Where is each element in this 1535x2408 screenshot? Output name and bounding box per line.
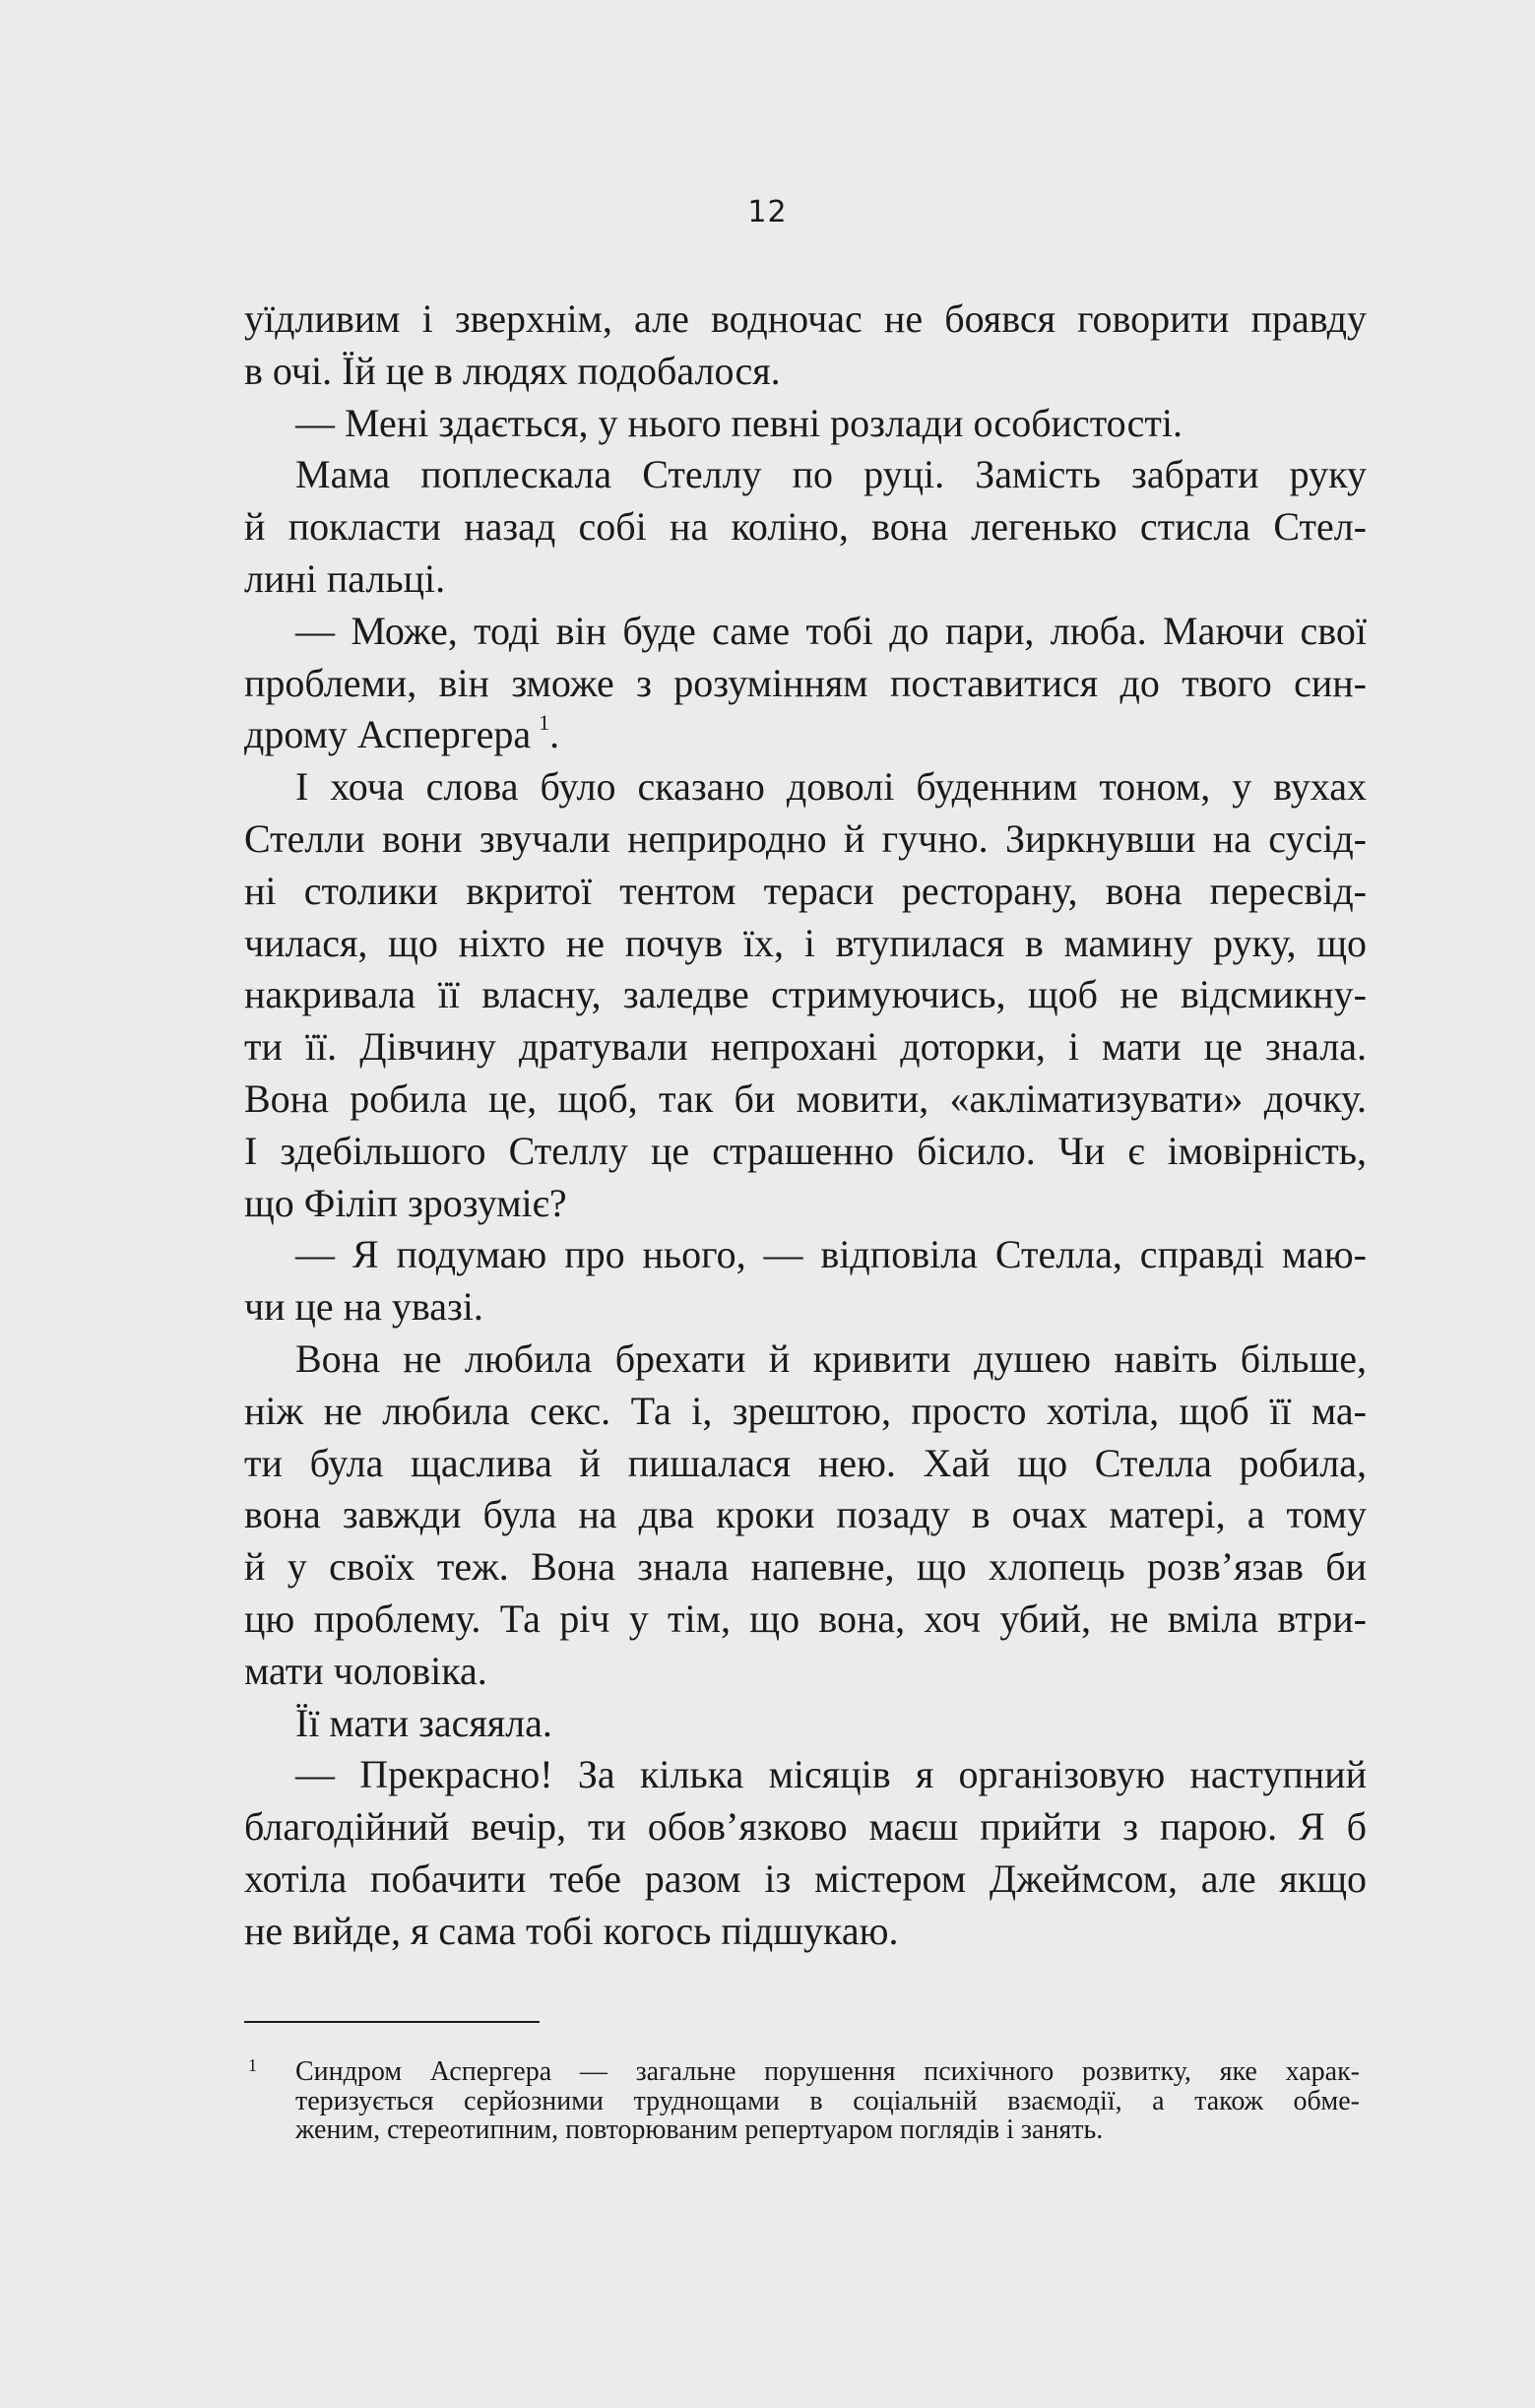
text-line xyxy=(244,398,1367,450)
text-line xyxy=(244,709,1367,761)
text-line xyxy=(244,1178,1367,1230)
text-line-content: лині пальці. xyxy=(244,555,446,601)
page-number: 12 xyxy=(747,195,788,229)
text-line-content: дрому Аспергера xyxy=(244,712,532,757)
text-line-content: Стелли вони звучали неприродно й гучно. Зиркнувши на сусід- xyxy=(244,815,1367,861)
text-line-content: вона завжди була на два кроки позаду в очах матері, а тому xyxy=(244,1492,1367,1537)
text-line xyxy=(244,1906,1367,1958)
text-line xyxy=(244,1541,1367,1594)
text-line-content: ніж не любила секс. Та і, зрештою, просто хотіла, щоб її ма- xyxy=(244,1388,1367,1433)
text-line xyxy=(244,1698,1367,1750)
footnote-reference[interactable]: 1 xyxy=(539,710,550,736)
text-line-content: хотіла побачити тебе разом із містером Джеймсом, але якщо xyxy=(244,1855,1367,1901)
text-line-content: чи це на увазі. xyxy=(244,1284,483,1330)
text-line xyxy=(244,814,1367,866)
footnote-text: Синдром Аспергера — загальне порушення психічного розвитку, яке харак- xyxy=(295,2056,1360,2087)
text-line xyxy=(244,1386,1367,1438)
text-line-content: Її мати засяяла. xyxy=(295,1700,552,1745)
body-text xyxy=(244,293,1367,1958)
text-line-content: Вона не любила брехати й кривити душею навіть більше, xyxy=(295,1335,1367,1381)
text-line xyxy=(244,918,1367,970)
text-line-content: мати чоловіка. xyxy=(244,1648,487,1693)
text-line xyxy=(244,1126,1367,1178)
text-line-content: ні столики вкритої тентом тераси ресторану, вона пересвід- xyxy=(244,868,1367,913)
text-line-content: в очі. Їй це в людях подобалося. xyxy=(244,348,781,393)
footnote-line xyxy=(244,2115,1360,2145)
text-line-content: І хоча слова було сказано доволі буденним тоном, у вухах xyxy=(295,764,1367,810)
text-line xyxy=(244,658,1367,710)
text-line xyxy=(244,1594,1367,1646)
text-line-content: ти була щаслива й пишалася нею. Хай що Стелла робила, xyxy=(244,1440,1367,1485)
text-line xyxy=(244,293,1367,346)
text-line xyxy=(244,1334,1367,1386)
text-line-content: проблеми, він зможе з розумінням поставитися до твого син- xyxy=(244,660,1367,705)
text-line xyxy=(244,1749,1367,1801)
text-line xyxy=(244,1021,1367,1074)
text-line-content: — Я подумаю про нього, — відповіла Стелла, справді маю- xyxy=(295,1232,1367,1277)
footnote-text: теризується серйозними труднощами в соціальній взаємодії, а також обме- xyxy=(295,2085,1360,2116)
text-line xyxy=(244,1854,1367,1906)
footnote-text: женим, стереотипним, повторюваним репертуаром поглядів і занять. xyxy=(295,2115,1104,2145)
text-line xyxy=(244,449,1367,501)
text-line-content: Вона робила це, щоб, так би мовити, «акліматизувати» дочку. xyxy=(244,1075,1367,1121)
footnotes xyxy=(244,2057,1360,2145)
footnote-line xyxy=(244,2087,1360,2116)
text-line xyxy=(244,1281,1367,1334)
text-line-content: не вийде, я сама тобі когось підшукаю. xyxy=(244,1908,899,1953)
text-line xyxy=(244,1646,1367,1698)
punctuation: . xyxy=(549,712,560,757)
text-line xyxy=(244,553,1367,606)
text-line xyxy=(244,1229,1367,1281)
text-line xyxy=(244,969,1367,1021)
text-line-content: й у своїх теж. Вона знала напевне, що хлопець розв’язав би xyxy=(244,1544,1367,1590)
text-line-content: що Філіп зрозуміє? xyxy=(244,1180,567,1225)
text-line-content: чилася, що ніхто не почув їх, і втупилася в мамину руку, що xyxy=(244,920,1367,965)
text-line-content: ти її. Дівчину дратували непрохані доторки, і мати це знала. xyxy=(244,1024,1367,1070)
text-line xyxy=(244,866,1367,918)
text-line-content: Мама поплескала Стеллу по руці. Замість забрати руку xyxy=(295,452,1367,497)
text-line-content: — Мені здається, у нього певні розлади особистості. xyxy=(295,400,1183,445)
text-line xyxy=(244,1438,1367,1490)
text-line xyxy=(244,346,1367,398)
text-line xyxy=(244,761,1367,814)
text-line-content: благодійний вечір, ти обов’язково маєш прийти з парою. Я б xyxy=(244,1804,1367,1850)
text-line xyxy=(244,1074,1367,1126)
text-line-content: цю проблему. Та річ у тім, що вона, хоч убий, не вміла втри- xyxy=(244,1595,1367,1641)
text-line-content: — Може, тоді він буде саме тобі до пари, люба. Маючи свої xyxy=(295,608,1367,653)
text-line-content: й покласти назад собі на коліно, вона легенько стисла Стел- xyxy=(244,504,1367,550)
text-line xyxy=(244,1801,1367,1854)
text-line xyxy=(244,501,1367,553)
text-line xyxy=(244,606,1367,658)
text-line-content: уїдливим і зверхнім, але водночас не боявся говорити правду xyxy=(244,296,1367,341)
text-line xyxy=(244,1489,1367,1541)
footnote-separator xyxy=(244,2021,540,2023)
text-line-content: — Прекрасно! За кілька місяців я організовую наступний xyxy=(295,1752,1367,1797)
text-line-content: І здебільшого Стеллу це страшенно бісило. Чи є імовірність, xyxy=(244,1128,1367,1173)
footnote-marker: 1 xyxy=(248,2055,257,2075)
text-line-content: накривала її власну, заледве стримуючись, щоб не відсмикну- xyxy=(244,972,1367,1017)
footnote-line xyxy=(244,2057,1360,2087)
